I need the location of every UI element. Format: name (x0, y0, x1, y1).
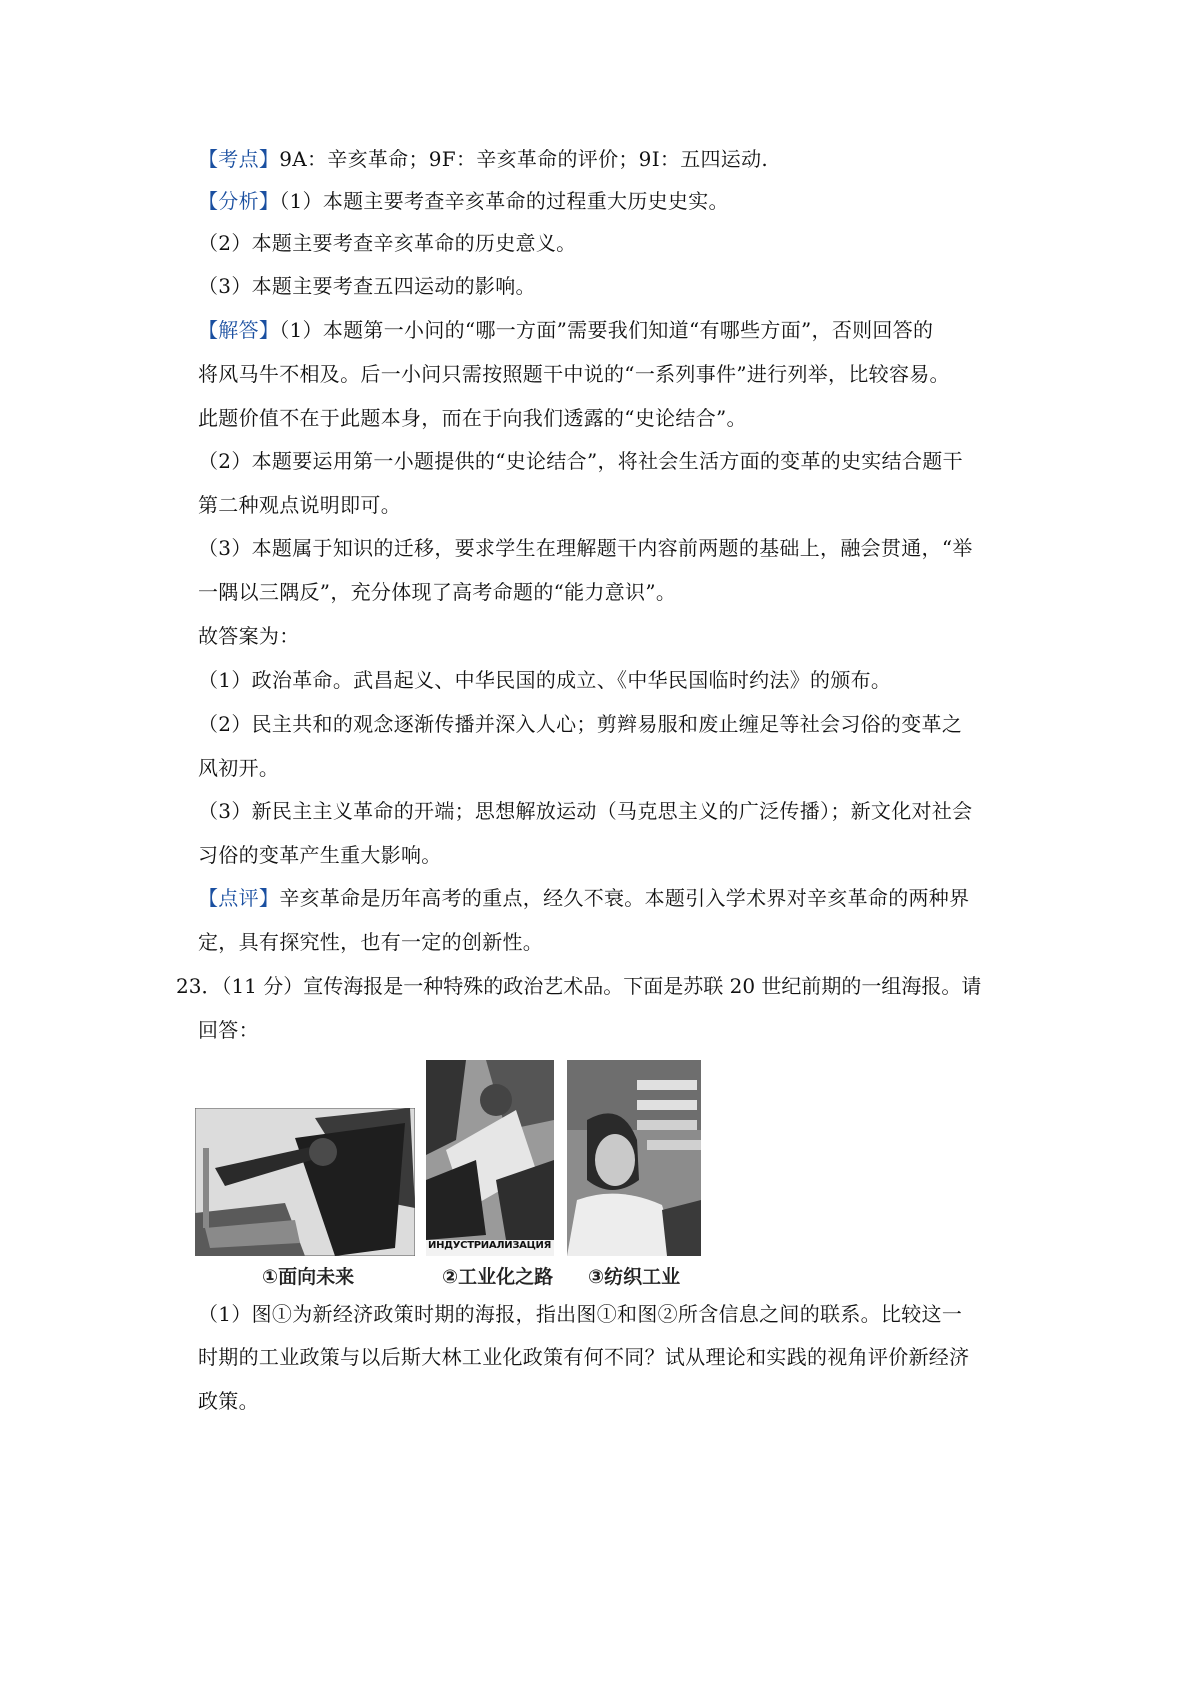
fenxi-tag: 【分析】 (198, 189, 280, 213)
poster-2-text: ИНДУСТРИАЛИЗАЦИЯ (428, 1240, 552, 1251)
answer-3b: 习俗的变革产生重大影响。 (198, 843, 442, 867)
fenxi-text-2: （2）本题主要考查辛亥革命的历史意义。 (198, 231, 577, 255)
question-23-stem-2: 回答： (198, 1018, 259, 1042)
poster-2-graphic (426, 1060, 554, 1256)
answer-2b: 风初开。 (198, 756, 280, 780)
jieda-p3b: 一隅以三隅反”，充分体现了高考命题的“能力意识”。 (198, 580, 677, 604)
answer-1: （1）政治革命。武昌起义、中华民国的成立、《中华民国临时约法》的颁布。 (198, 668, 892, 692)
poster-1-graphic (195, 1108, 415, 1256)
answer-2a: （2）民主共和的观念逐渐传播并深入人心；剪辫易服和废止缠足等社会习俗的变革之 (198, 712, 963, 736)
kaodian-text: 9A：辛亥革命；9F：辛亥革命的评价；9I：五四运动. (279, 147, 769, 171)
jieda-p3a: （3）本题属于知识的迁移，要求学生在理解题干内容前两题的基础上，融会贯通，“举 (198, 536, 973, 560)
sub-question-1a: （1）图①为新经济政策时期的海报，指出图①和图②所含信息之间的联系。比较这一 (198, 1302, 963, 1326)
poster-1-caption: ①面向未来 (262, 1266, 355, 1288)
jieda-line (198, 316, 933, 344)
jieda-p1a: （1）本题第一小问的“哪一方面”需要我们知道“有哪些方面”，否则回答的 (279, 318, 934, 342)
kaodian-tag: 【考点】 (198, 147, 280, 171)
answer-3a: （3）新民主主义革命的开端；思想解放运动（马克思主义的广泛传播）；新文化对社会 (198, 799, 973, 823)
kaodian-line (198, 145, 768, 173)
jieda-p1b: 将风马牛不相及。后一小问只需按照题干中说的“一系列事件”进行列举，比较容易。 (198, 362, 950, 386)
poster-2-image (426, 1060, 554, 1256)
jieda-p2b: 第二种观点说明即可。 (198, 493, 401, 517)
dianping-text-a: 辛亥革命是历年高考的重点，经久不衰。本题引入学术界对辛亥革命的两种界 (279, 886, 970, 910)
fenxi-text-1: （1）本题主要考查辛亥革命的过程重大历史史实。 (279, 189, 729, 213)
poster-3-image (567, 1060, 701, 1256)
dianping-line (198, 884, 969, 912)
jieda-p1c: 此题价值不在于此题本身，而在于向我们透露的“史论结合”。 (198, 406, 747, 430)
dianping-tag: 【点评】 (198, 886, 280, 910)
jieda-p2a: （2）本题要运用第一小题提供的“史论结合”，将社会生活方面的变革的史实结合题干 (198, 449, 963, 473)
fenxi-line (198, 187, 729, 215)
sub-question-1b: 时期的工业政策与以后斯大林工业化政策有何不同？试从理论和实践的视角评价新经济 (198, 1345, 970, 1369)
poster-3-caption: ③纺织工业 (588, 1266, 681, 1288)
answer-intro: 故答案为： (198, 624, 300, 648)
poster-2-caption: ②工业化之路 (442, 1266, 554, 1288)
poster-1-image (195, 1108, 415, 1256)
jieda-tag: 【解答】 (198, 318, 280, 342)
fenxi-text-3: （3）本题主要考查五四运动的影响。 (198, 274, 536, 298)
question-23-stem-1: 23．（11 分）宣传海报是一种特殊的政治艺术品。下面是苏联 20 世纪前期的一组海报。请 (176, 974, 982, 998)
sub-question-1c: 政策。 (198, 1389, 259, 1413)
poster-3-graphic (567, 1060, 701, 1256)
dianping-text-b: 定，具有探究性，也有一定的创新性。 (198, 930, 544, 954)
